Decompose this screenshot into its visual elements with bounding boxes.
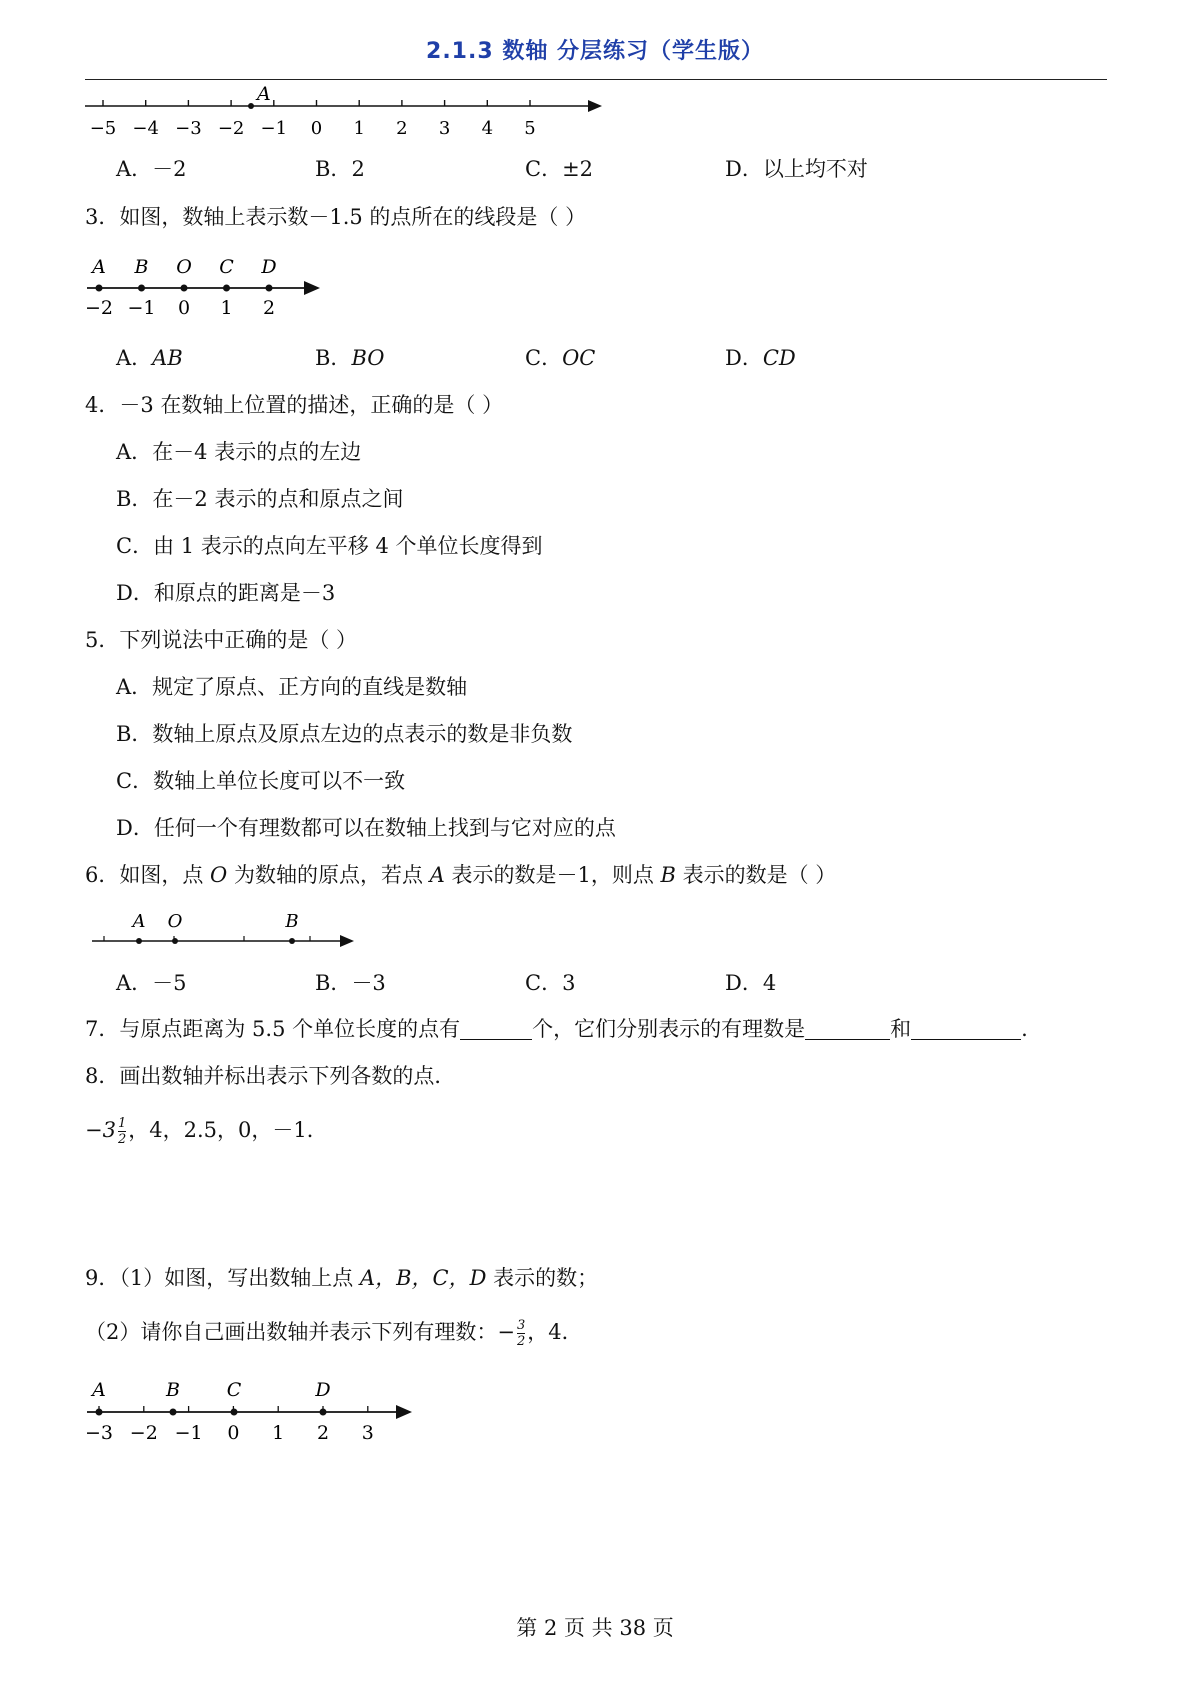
q4-option-d[interactable]: D．和原点的距离是－3 — [116, 581, 336, 605]
point-dot — [223, 285, 230, 292]
point-label: D — [261, 256, 277, 278]
q7-blank-first[interactable] — [805, 1019, 890, 1040]
point-label: A — [257, 86, 271, 105]
tick-label: −4 — [132, 118, 159, 139]
axis-arrow-icon — [396, 1405, 412, 1419]
point-label: O — [176, 256, 192, 278]
q4-option-a[interactable]: A．在－4 表示的点的左边 — [116, 440, 362, 464]
point-dot — [172, 938, 178, 944]
axis-arrow-icon — [304, 281, 320, 295]
tick-label: 2 — [262, 297, 276, 319]
tick-label: −3 — [84, 1422, 114, 1444]
q3-option-c[interactable]: C．OC — [525, 346, 596, 370]
q6-option-b[interactable]: B．－3 — [315, 971, 386, 995]
point-a-dot — [248, 103, 254, 109]
q4-option-c[interactable]: C．由 1 表示的点向左平移 4 个单位长度得到 — [116, 534, 543, 558]
axis-arrow-icon — [588, 100, 602, 112]
q6-option-c[interactable]: C．3 — [525, 971, 576, 995]
tick-label: 5 — [524, 118, 536, 139]
point-label: A — [132, 911, 146, 932]
point-label: B — [134, 256, 149, 278]
tick-label: 1 — [353, 118, 365, 139]
tick-label: 3 — [438, 118, 451, 139]
q2-option-c[interactable]: C．±2 — [525, 157, 594, 181]
point-label: B — [285, 911, 299, 932]
q9-part2: （2）请你自己画出数轴并表示下列有理数：− $\frac{3}{2}$ ，4． — [85, 1318, 583, 1349]
q7-blank-count[interactable] — [460, 1019, 532, 1040]
q9-part1: 9．（1）如图，写出数轴上点 A，B，C，D 表示的数； — [85, 1266, 599, 1290]
page-number: 第 2 页 共 38 页 — [516, 1616, 674, 1640]
q5-stem: 5．下列说法中正确的是（ ） — [85, 628, 358, 652]
q5-option-d[interactable]: D．任何一个有理数都可以在数轴上找到与它对应的点 — [116, 816, 616, 840]
tick-label: 1 — [220, 297, 233, 319]
point-label: A — [92, 256, 106, 278]
point-label: B — [166, 1379, 180, 1401]
tick-label: −3 — [175, 118, 202, 139]
axis-arrow-icon — [340, 935, 354, 947]
tick-label: −2 — [217, 118, 245, 139]
point-dot — [320, 1409, 327, 1416]
q8-stem: 8．画出数轴并标出表示下列各数的点． — [85, 1064, 456, 1088]
tick-label: −1 — [260, 118, 288, 139]
q2-option-d[interactable]: D．以上均不对 — [725, 157, 868, 181]
point-dot — [136, 938, 142, 944]
q7-stem: 7．与原点距离为 5.5 个单位长度的点有 个，它们分别表示的有理数是 和 . — [85, 1017, 1028, 1041]
tick-label: −1 — [174, 1422, 203, 1444]
point-dot — [96, 1409, 103, 1416]
q5-option-c[interactable]: C．数轴上单位长度可以不一致 — [116, 769, 406, 793]
tick-label: 0 — [227, 1422, 240, 1444]
page-title: 2.1.3 数轴 分层练习（学生版） — [426, 39, 764, 64]
point-dot — [138, 285, 145, 292]
tick-label: 2 — [396, 118, 408, 139]
header-divider — [85, 79, 1107, 80]
q8-numbers: −3 $\frac{1}{2}$ ，4，2.5，0，－1． — [85, 1116, 328, 1147]
q7-blank-second[interactable] — [911, 1019, 1021, 1040]
point-dot — [170, 1409, 177, 1416]
point-dot — [181, 285, 188, 292]
point-dot — [289, 938, 295, 944]
q6-stem: 6．如图，点 O 为数轴的原点，若点 A 表示的数是－1，则点 B 表示的数是（ ） — [85, 863, 837, 887]
q6-option-d[interactable]: D．4 — [725, 971, 777, 995]
tick-label: −2 — [129, 1422, 158, 1444]
point-dot — [96, 285, 103, 292]
tick-label: −1 — [127, 297, 156, 319]
tick-label: 2 — [316, 1422, 330, 1444]
q3-stem: 3．如图，数轴上表示数－1.5 的点所在的线段是（ ） — [85, 205, 587, 229]
point-label: O — [167, 911, 183, 932]
q5-option-b[interactable]: B．数轴上原点及原点左边的点表示的数是非负数 — [116, 722, 573, 746]
q9-number-line — [82, 1372, 422, 1448]
tick-label: 1 — [272, 1422, 285, 1444]
q3-option-b[interactable]: B．BO — [315, 346, 385, 370]
tick-label: 0 — [310, 118, 323, 139]
q5-option-a[interactable]: A．规定了原点、正方向的直线是数轴 — [116, 675, 468, 699]
tick-label: 3 — [361, 1422, 374, 1444]
point-dot — [266, 285, 273, 292]
q3-option-d[interactable]: D．CD — [725, 346, 796, 370]
q2-option-a[interactable]: A．－2 — [116, 157, 187, 181]
q2-option-b[interactable]: B．2 — [315, 157, 365, 181]
tick-label: −2 — [84, 297, 114, 319]
q4-stem: 4．－3 在数轴上位置的描述，正确的是（ ） — [85, 393, 504, 417]
tick-label: −5 — [89, 118, 117, 139]
point-dot — [231, 1409, 238, 1416]
tick-label: 4 — [481, 118, 494, 139]
q4-option-b[interactable]: B．在－2 表示的点和原点之间 — [116, 487, 404, 511]
q6-option-a[interactable]: A．－5 — [116, 971, 187, 995]
tick-label: 0 — [177, 297, 191, 319]
point-label: C — [219, 256, 234, 278]
q2-number-line — [80, 86, 610, 146]
point-label: A — [92, 1379, 106, 1401]
q3-number-line — [82, 252, 332, 324]
q3-option-a[interactable]: A．AB — [116, 346, 183, 370]
q6-number-line — [88, 905, 363, 955]
point-label: D — [315, 1379, 331, 1401]
point-label: C — [226, 1379, 242, 1401]
